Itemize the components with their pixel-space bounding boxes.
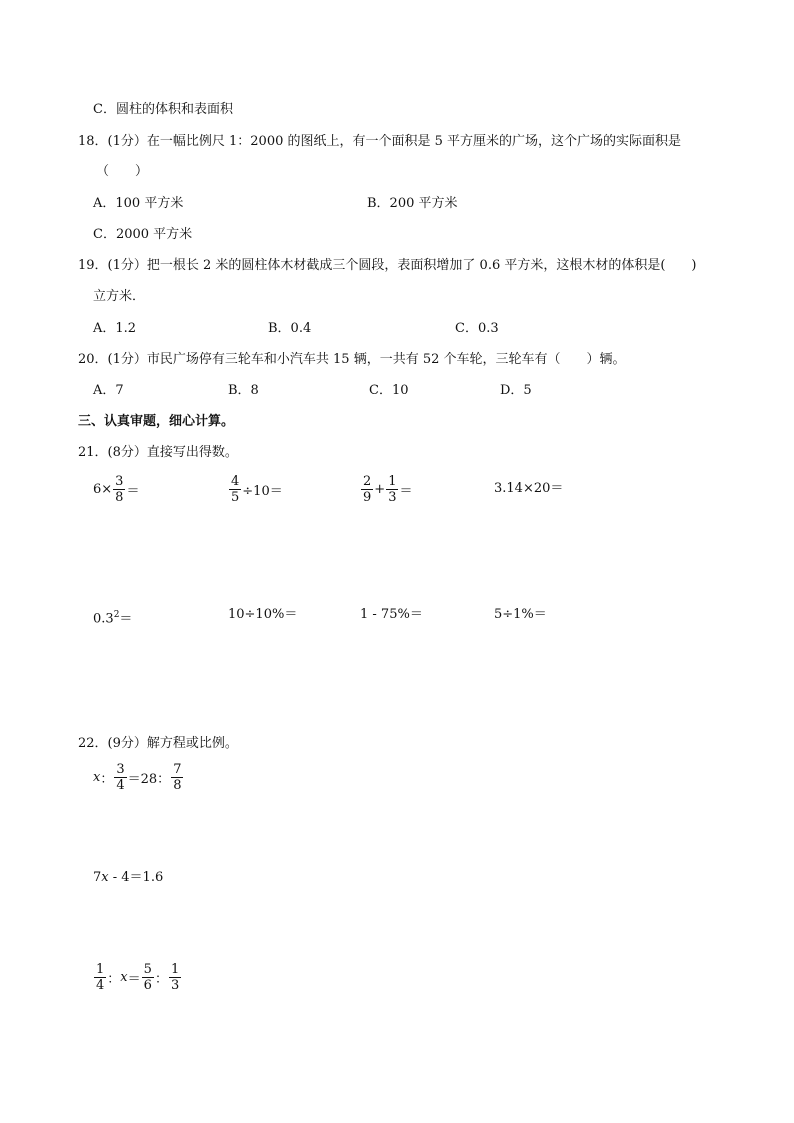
fraction-denominator: 9 (363, 490, 372, 505)
fraction-denominator: 8 (115, 490, 124, 505)
q21-expr-1-fraction (113, 474, 125, 505)
fraction-numerator: 5 (143, 962, 152, 977)
q20-option-c: C．10 (369, 383, 409, 398)
q21-expr-2 (228, 474, 283, 505)
q22-eq3-fraction-3 (169, 962, 181, 993)
ratio-colon: ： (107, 972, 121, 987)
q21-expr-3 (360, 474, 412, 505)
q20-option-b: B．8 (228, 383, 259, 398)
fraction-numerator: 3 (116, 762, 125, 777)
q22-equation-1 (93, 762, 184, 793)
power-exponent: 2 (113, 610, 120, 620)
q22-equation-3 (93, 962, 182, 993)
fraction-denominator: 3 (170, 978, 180, 993)
q20-option-d: D．5 (500, 383, 532, 398)
q21-expr-3-fraction-1 (361, 474, 373, 505)
power-base: 0.3 (93, 611, 114, 627)
q22-equation-2 (93, 869, 163, 887)
q21-expr-8: 5÷1%＝ (494, 607, 547, 622)
q21-expr-3-fraction-2 (386, 474, 398, 505)
q18-option-c: C．2000 平方米 (93, 227, 193, 242)
fraction-numerator: 2 (363, 474, 372, 489)
fraction-denominator: 6 (143, 978, 152, 993)
q21-expr-1 (93, 474, 139, 505)
q22-eq3-fraction-1 (94, 962, 106, 993)
q21-stem: 21．(8分）直接写出得数。 (78, 445, 238, 460)
fraction-denominator: 5 (231, 490, 240, 505)
variable-x: x (120, 970, 128, 985)
q22-eq2-rest: - 4＝1.6 (108, 870, 164, 885)
fraction-denominator: 8 (173, 778, 182, 793)
fraction-numerator: 3 (115, 474, 124, 489)
section-3-title: 三、认真审题，细心计算。 (78, 414, 235, 429)
fraction-numerator: 1 (170, 962, 180, 977)
q21-expr-7: 1 - 75%＝ (360, 607, 423, 622)
q21-expr-2-fraction (229, 474, 241, 505)
fraction-denominator: 3 (388, 490, 397, 505)
q19-option-b: B．0.4 (268, 321, 312, 336)
ratio-colon: ： (154, 972, 168, 987)
fraction-denominator: 4 (116, 778, 125, 793)
q21-expr-3-operator: + (374, 482, 386, 497)
q18-answer-paren: （ ） (96, 164, 149, 179)
q21-expr-5 (93, 606, 132, 628)
fraction-numerator: 4 (231, 474, 240, 489)
q17-option-c: C．圆柱的体积和表面积 (93, 102, 233, 117)
q20-option-a: A．7 (93, 383, 124, 398)
q21-expr-2-post: ÷10＝ (242, 484, 283, 499)
q22-eq1-middle: ＝28： (127, 772, 171, 787)
q21-expr-4: 3.14×20＝ (494, 481, 564, 496)
variable-x: x (101, 870, 109, 885)
variable-x: x (93, 770, 101, 785)
q21-expr-3-post: ＝ (399, 484, 413, 499)
q20-stem: 20．(1分）市民广场停有三轮车和小汽车共 15 辆，一共有 52 个车轮，三轮车有（ ）辆。 (78, 352, 626, 367)
coefficient: 7 (93, 870, 102, 885)
q22-stem: 22．(9分）解方程或比例。 (78, 736, 238, 751)
q19-option-c: C．0.3 (455, 321, 499, 336)
q21-expr-1-pre: 6× (93, 482, 113, 497)
q18-option-a: A．100 平方米 (93, 196, 184, 211)
q19-option-a: A．1.2 (93, 321, 137, 336)
q22-eq1-fraction-2 (171, 762, 183, 793)
equals-sign: ＝ (127, 972, 141, 987)
fraction-denominator: 4 (96, 978, 105, 993)
fraction-numerator: 1 (96, 962, 105, 977)
q21-expr-5-post: ＝ (119, 611, 133, 627)
q21-expr-6: 10÷10%＝ (228, 607, 298, 622)
fraction-numerator: 7 (173, 762, 182, 777)
q18-option-b: B．200 平方米 (367, 196, 458, 211)
fraction-numerator: 1 (388, 474, 397, 489)
ratio-colon: ： (100, 772, 114, 787)
q22-eq1-fraction-1 (114, 762, 126, 793)
q22-eq3-fraction-2 (142, 962, 154, 993)
q18-stem: 18．(1分）在一幅比例尺 1：2000 的图纸上，有一个面积是 5 平方厘米的广场，这个广场的实际面积是 (78, 134, 682, 149)
q19-stem: 19．(1分）把一根长 2 米的圆柱体木材截成三个圆段，表面积增加了 0.6 平方米，这根木材的体积是( ) (78, 258, 697, 273)
q21-expr-1-post: ＝ (126, 484, 140, 499)
q19-stem-continued: 立方米． (93, 289, 146, 304)
